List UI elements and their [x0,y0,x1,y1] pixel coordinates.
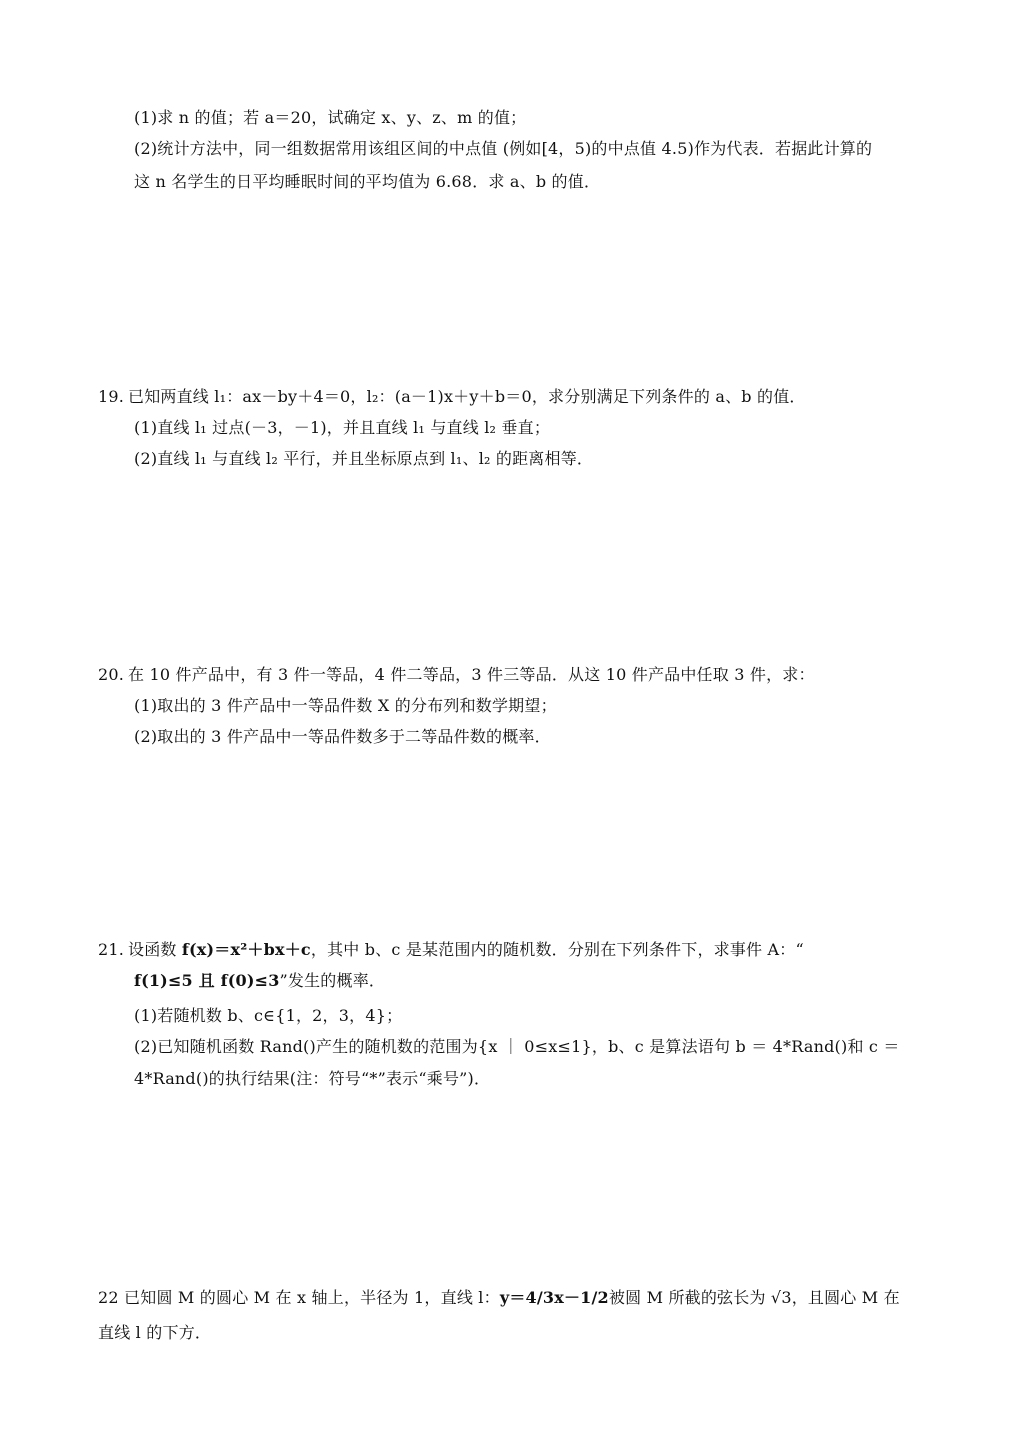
q20-number: 20. [98,665,125,684]
q21-stem-post: ，其中 b、c 是某范围内的随机数．分别在下列条件下，求事件 A：“ [310,940,804,959]
q20-part2: (2)取出的 3 件产品中一等品件数多于二等品件数的概率． [134,727,551,746]
q19-part1: (1)直线 l₁ 过点(－3，－1)，并且直线 l₁ 与直线 l₂ 垂直； [134,418,551,437]
q21-part2-line2: 4*Rand()的执行结果(注：符号“*”表示“乘号”)． [134,1069,491,1088]
q22-equation: y＝4/3x－1/2 [499,1288,609,1307]
q19-number: 19. [98,387,125,406]
q19-stem [98,386,806,408]
q18-part2-line1: (2)统计方法中，同一组数据常用该组区间的中点值 (例如[4，5)的中点值 4.5)作为代表．若据此计算的 [134,139,873,158]
q21-stem [98,939,804,961]
q21-condition-post: ”发生的概率． [279,971,386,990]
q20-stem-text: 在 10 件产品中，有 3 件一等品，4 件二等品，3 件三等品．从这 10 件产品中任取 3 件，求： [128,665,815,684]
q22-line2: 直线 l 的下方． [98,1323,212,1342]
q22-line1 [98,1287,900,1309]
q18-part1: (1)求 n 的值；若 a＝20，试确定 x、y、z、m 的值； [134,108,527,127]
q18-part2-line2: 这 n 名学生的日平均睡眠时间的平均值为 6.68．求 a、b 的值． [134,172,601,191]
q21-stem-pre: 设函数 [128,940,182,959]
q21-function: f(x)＝x²＋bx＋c [181,940,311,959]
q22-line1-post: 被圆 M 所截的弦长为 √3，且圆心 M 在 [608,1288,900,1307]
q19-part2: (2)直线 l₁ 与直线 l₂ 平行，并且坐标原点到 l₁、l₂ 的距离相等． [134,449,594,468]
q20-part1: (1)取出的 3 件产品中一等品件数 X 的分布列和数学期望； [134,696,557,715]
q21-part2-line1: (2)已知随机函数 Rand()产生的随机数的范围为{x ｜ 0≤x≤1}，b、c 是算法语句 b ＝ 4*Rand()和 c ＝ [134,1037,900,1056]
q22-line1-pre: 22 已知圆 M 的圆心 M 在 x 轴上，半径为 1，直线 l： [98,1288,500,1307]
q21-condition-line [134,970,385,992]
q20-stem [98,664,815,686]
q21-condition: f(1)≤5 且 f(0)≤3 [134,971,280,990]
q21-number: 21. [98,940,125,959]
q19-stem-text: 已知两直线 l₁：ax－by＋4＝0，l₂：(a－1)x＋y＋b＝0，求分别满足下列条件的 a、b 的值． [128,387,806,406]
q21-part1: (1)若随机数 b、c∈{1，2，3，4}； [134,1006,403,1025]
